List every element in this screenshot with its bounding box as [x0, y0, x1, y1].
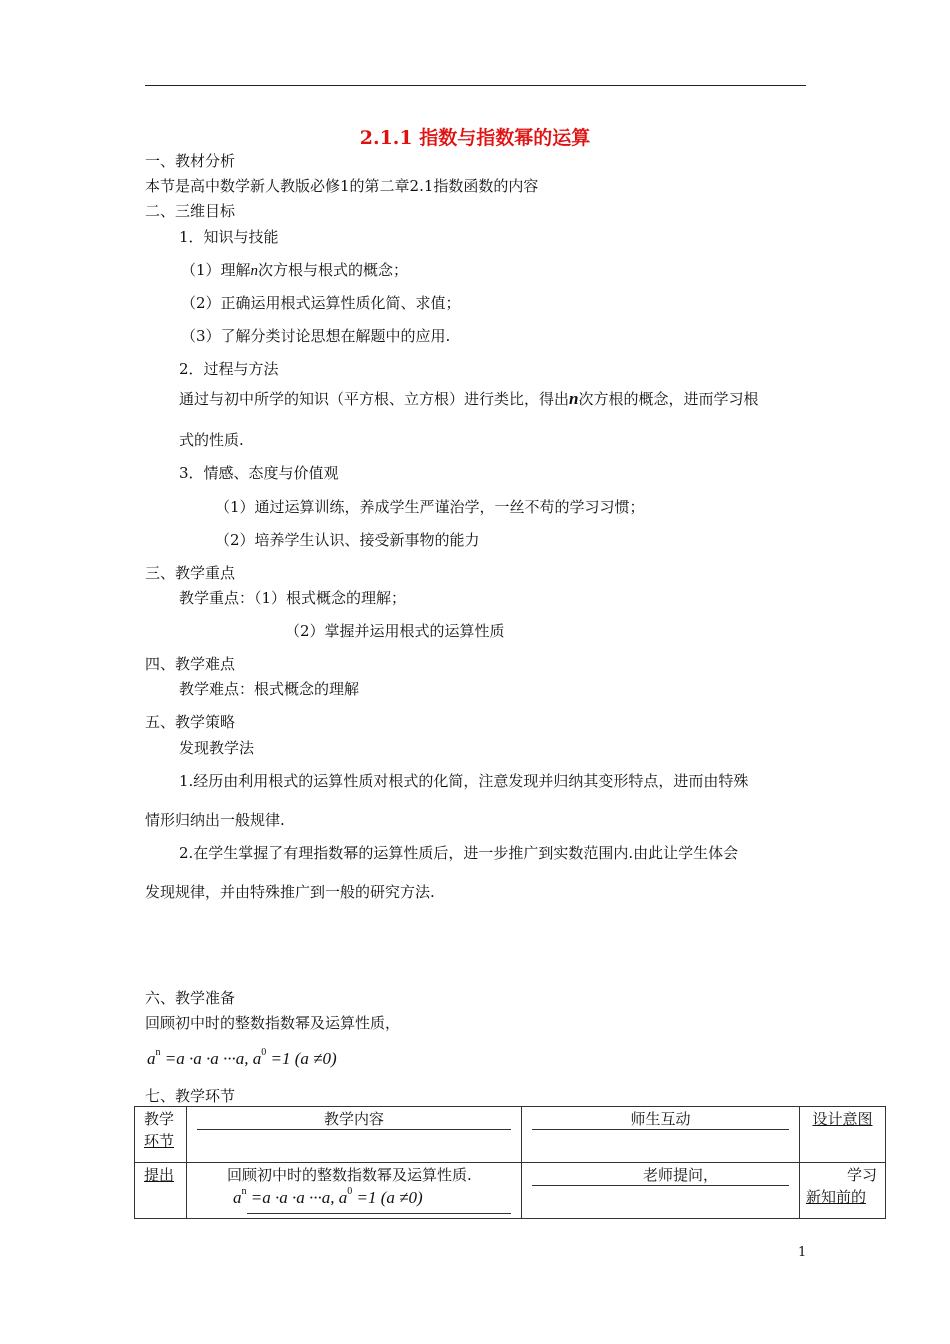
- header-interaction-label: 师生互动: [630, 1110, 691, 1128]
- process-title: 2．过程与方法: [179, 360, 279, 378]
- header-content-rule: [197, 1129, 511, 1130]
- row-intent-line-2: 新知前的: [806, 1188, 867, 1206]
- knowledge-item-2: （2）正确运用根式运算性质化简、求值；: [181, 294, 461, 312]
- process-text-1-b: 次方根的概念，进而学习根: [578, 390, 759, 408]
- row-interaction-text: 老师提问，: [642, 1166, 718, 1184]
- emotion-item-1: （1）通过运算训练，养成学生严谨治学，一丝不苟的学习习惯；: [215, 498, 645, 516]
- strategy-1-line-1: 1.经历由利用根式的运算性质对根式的化简，注意发现并归纳其变形特点，进而由特殊: [179, 772, 749, 790]
- section-heading-6: 六、教学准备: [145, 989, 236, 1007]
- header-interaction: [522, 1107, 800, 1163]
- formula-exp-0: 0: [261, 1047, 267, 1059]
- section-heading-4: 四、教学难点: [145, 655, 236, 673]
- knowledge-item-3: （3）了解分类讨论思想在解题中的应用.: [181, 327, 451, 345]
- key-point-1: 教学重点：（1）根式概念的理解；: [179, 589, 407, 607]
- row-content-rule: [247, 1213, 511, 1214]
- section-heading-5: 五、教学策略: [145, 713, 236, 731]
- page-title: 2.1.1 指数与指数幂的运算: [359, 127, 591, 149]
- knowledge-item-1: [181, 260, 408, 281]
- section-heading-1: 一、教材分析: [145, 152, 236, 170]
- row-intent: [800, 1163, 886, 1219]
- knowledge-item-1-a: （1）理解: [181, 261, 251, 279]
- row-formula-exp-0: 0: [347, 1186, 353, 1198]
- knowledge-title: 1．知识与技能: [179, 228, 279, 246]
- process-text-1-a: 通过与初中所学的知识（平方根、立方根）进行类比，得出: [179, 390, 570, 408]
- process-text-1: [179, 389, 759, 409]
- row-formula-product: =a ·a ·a ···a, a: [246, 1188, 348, 1207]
- difficulty-point: 教学难点：根式概念的理解: [179, 680, 360, 698]
- header-rule: [145, 85, 806, 86]
- row-stage-label: 提出: [144, 1166, 175, 1184]
- row-formula-exp-n: n: [241, 1186, 247, 1198]
- header-stage: [135, 1107, 187, 1163]
- process-text-2: 式的性质.: [179, 431, 244, 449]
- row-formula-base: a: [233, 1188, 242, 1207]
- exponent-formula: [147, 1047, 337, 1071]
- formula-base: a: [147, 1049, 156, 1068]
- emotion-item-2: （2）培养学生认识、接受新事物的能力: [215, 531, 480, 549]
- table-row: [135, 1163, 886, 1219]
- row-stage: [135, 1163, 187, 1219]
- teaching-steps-table: [134, 1106, 886, 1219]
- row-interaction-rule: [532, 1185, 789, 1186]
- strategy-2-line-1: 2.在学生掌握了有理指数幂的运算性质后，进一步推广到实数范围内.由此让学生体会: [179, 844, 739, 862]
- page-number: 1: [798, 1245, 807, 1260]
- section-heading-3: 三、教学重点: [145, 564, 236, 582]
- header-stage-line-1: 教学: [144, 1110, 175, 1128]
- strategy-1-line-2: 情形归纳出一般规律.: [145, 811, 285, 829]
- section-1-text: 本节是高中数学新人教版必修1的第二章2.1指数函数的内容: [145, 177, 539, 195]
- formula-condition: =1 (a ≠0): [266, 1049, 337, 1068]
- row-formula-condition: =1 (a ≠0): [352, 1188, 423, 1207]
- header-intent-label: 设计意图: [812, 1110, 873, 1128]
- header-interaction-rule: [532, 1129, 789, 1130]
- row-content: [187, 1163, 522, 1219]
- knowledge-item-1-b: 次方根与根式的概念；: [258, 261, 409, 279]
- table-header-row: [135, 1107, 886, 1163]
- formula-exp-n: n: [155, 1047, 161, 1059]
- row-content-text: 回顾初中时的整数指数幂及运算性质.: [227, 1166, 472, 1184]
- formula-product: =a ·a ·a ···a, a: [160, 1049, 262, 1068]
- header-stage-line-2: 环节: [144, 1132, 175, 1150]
- row-interaction: [522, 1163, 800, 1219]
- header-content: [187, 1107, 522, 1163]
- var-n: n: [250, 263, 259, 279]
- section-heading-7: 七、教学环节: [145, 1087, 236, 1105]
- strategy-method: 发现教学法: [179, 739, 255, 757]
- key-point-2: （2）掌握并运用根式的运算性质: [285, 622, 505, 640]
- strategy-2-line-2: 发现规律，并由特殊推广到一般的研究方法.: [145, 883, 435, 901]
- emotion-title: 3．情感、态度与价值观: [179, 464, 339, 482]
- preparation-text: 回顾初中时的整数指数幂及运算性质，: [145, 1014, 401, 1032]
- var-n-bold: n: [569, 389, 579, 408]
- row-content-formula: [187, 1186, 521, 1210]
- section-heading-2: 二、三维目标: [145, 202, 236, 220]
- header-intent: [800, 1107, 886, 1163]
- header-content-label: 教学内容: [323, 1110, 384, 1128]
- row-intent-line-1: 学习: [846, 1166, 877, 1184]
